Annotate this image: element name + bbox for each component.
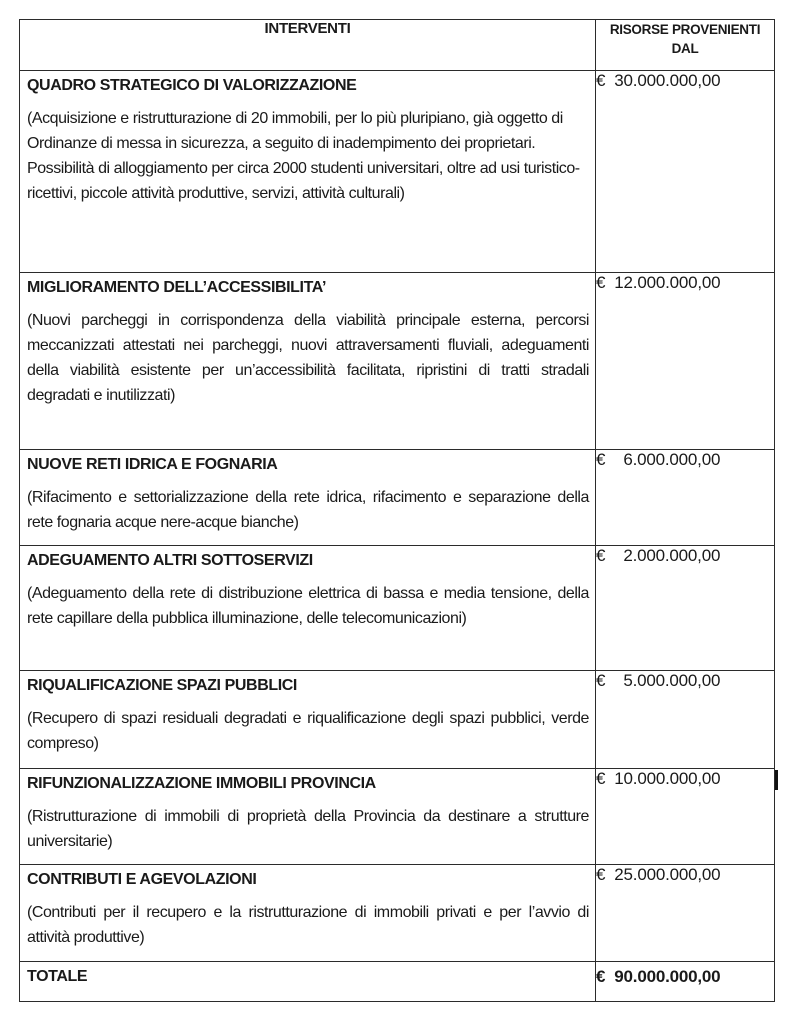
intervento-description: (Acquisizione e ristrutturazione di 20 immobili, per lo più pluripiano, già oggetto di Ordinanze di messa in sicurezza, a seguito di inadempimento dei proprietari. Possibilità di alloggiamento per circa 2000 studenti universitari, oltre ad usi turistico-ricettivi, piccole attività produttive, servizi, attività culturali) bbox=[27, 110, 580, 202]
intervento-cell bbox=[20, 865, 596, 962]
intervento-title: CONTRIBUTI E AGEVOLAZIONI bbox=[27, 871, 257, 888]
header-risorse: RISORSE PROVENIENTI DAL bbox=[596, 20, 775, 71]
intervento-description: (Nuovi parcheggi in corrispondenza della viabilità principale esterna, percorsi meccanizzati attestati nei parcheggi, nuovi attraversamenti fluviali, adeguamenti della viabilità esistente per un’accessibilità facilitata, ripristini di tratti stradali degradati e inutilizzati) bbox=[27, 312, 589, 404]
total-label-cell bbox=[20, 962, 596, 1002]
amount-cell: € 2.000.000,00 bbox=[596, 546, 775, 671]
intervento-description: (Recupero di spazi residuali degradati e riqualificazione degli spazi pubblici, verde compreso) bbox=[27, 710, 589, 752]
table-row bbox=[20, 769, 775, 865]
amount-cell: € 6.000.000,00 bbox=[596, 450, 775, 546]
intervento-description: (Ristrutturazione di immobili di proprietà della Provincia da destinare a strutture universitarie) bbox=[27, 808, 589, 850]
intervento-description: (Adeguamento della rete di distribuzione elettrica di bassa e media tensione, della rete capillare della pubblica illuminazione, delle telecomunicazioni) bbox=[27, 585, 589, 627]
amount-cell: € 10.000.000,00 bbox=[596, 769, 775, 865]
intervento-title: QUADRO STRATEGICO DI VALORIZZAZIONE bbox=[27, 77, 357, 94]
intervento-title: ADEGUAMENTO ALTRI SOTTOSERVIZI bbox=[27, 552, 313, 569]
intervento-title: RIQUALIFICAZIONE SPAZI PUBBLICI bbox=[27, 677, 297, 694]
intervento-cell bbox=[20, 546, 596, 671]
intervento-cell bbox=[20, 273, 596, 450]
intervento-cell bbox=[20, 71, 596, 273]
table-row bbox=[20, 273, 775, 450]
intervento-description: (Contributi per il recupero e la ristrutturazione di immobili privati e per l’avvio di attività produttive) bbox=[27, 904, 589, 946]
amount-cell: € 30.000.000,00 bbox=[596, 71, 775, 273]
intervento-description: (Rifacimento e settorializzazione della rete idrica, rifacimento e separazione della rete fognaria acque nere-acque bianche) bbox=[27, 489, 589, 531]
table-row bbox=[20, 546, 775, 671]
intervento-cell bbox=[20, 450, 596, 546]
intervento-cell bbox=[20, 671, 596, 769]
amount-cell: € 12.000.000,00 bbox=[596, 273, 775, 450]
header-interventi: INTERVENTI bbox=[20, 20, 596, 71]
total-amount: € 90.000.000,00 bbox=[596, 962, 775, 1002]
table-row bbox=[20, 671, 775, 769]
amount-cell: € 25.000.000,00 bbox=[596, 865, 775, 962]
total-label: TOTALE bbox=[27, 968, 88, 985]
amount-cell: € 5.000.000,00 bbox=[596, 671, 775, 769]
text-cursor-icon bbox=[775, 770, 778, 790]
header-row bbox=[20, 20, 775, 71]
budget-table bbox=[19, 19, 775, 1002]
table-row bbox=[20, 71, 775, 273]
table-row bbox=[20, 865, 775, 962]
intervento-title: NUOVE RETI IDRICA E FOGNARIA bbox=[27, 456, 278, 473]
total-row bbox=[20, 962, 775, 1002]
intervento-title: MIGLIORAMENTO DELL’ACCESSIBILITA’ bbox=[27, 279, 327, 296]
table-row bbox=[20, 450, 775, 546]
intervento-title: RIFUNZIONALIZZAZIONE IMMOBILI PROVINCIA bbox=[27, 775, 376, 792]
intervento-cell bbox=[20, 769, 596, 865]
